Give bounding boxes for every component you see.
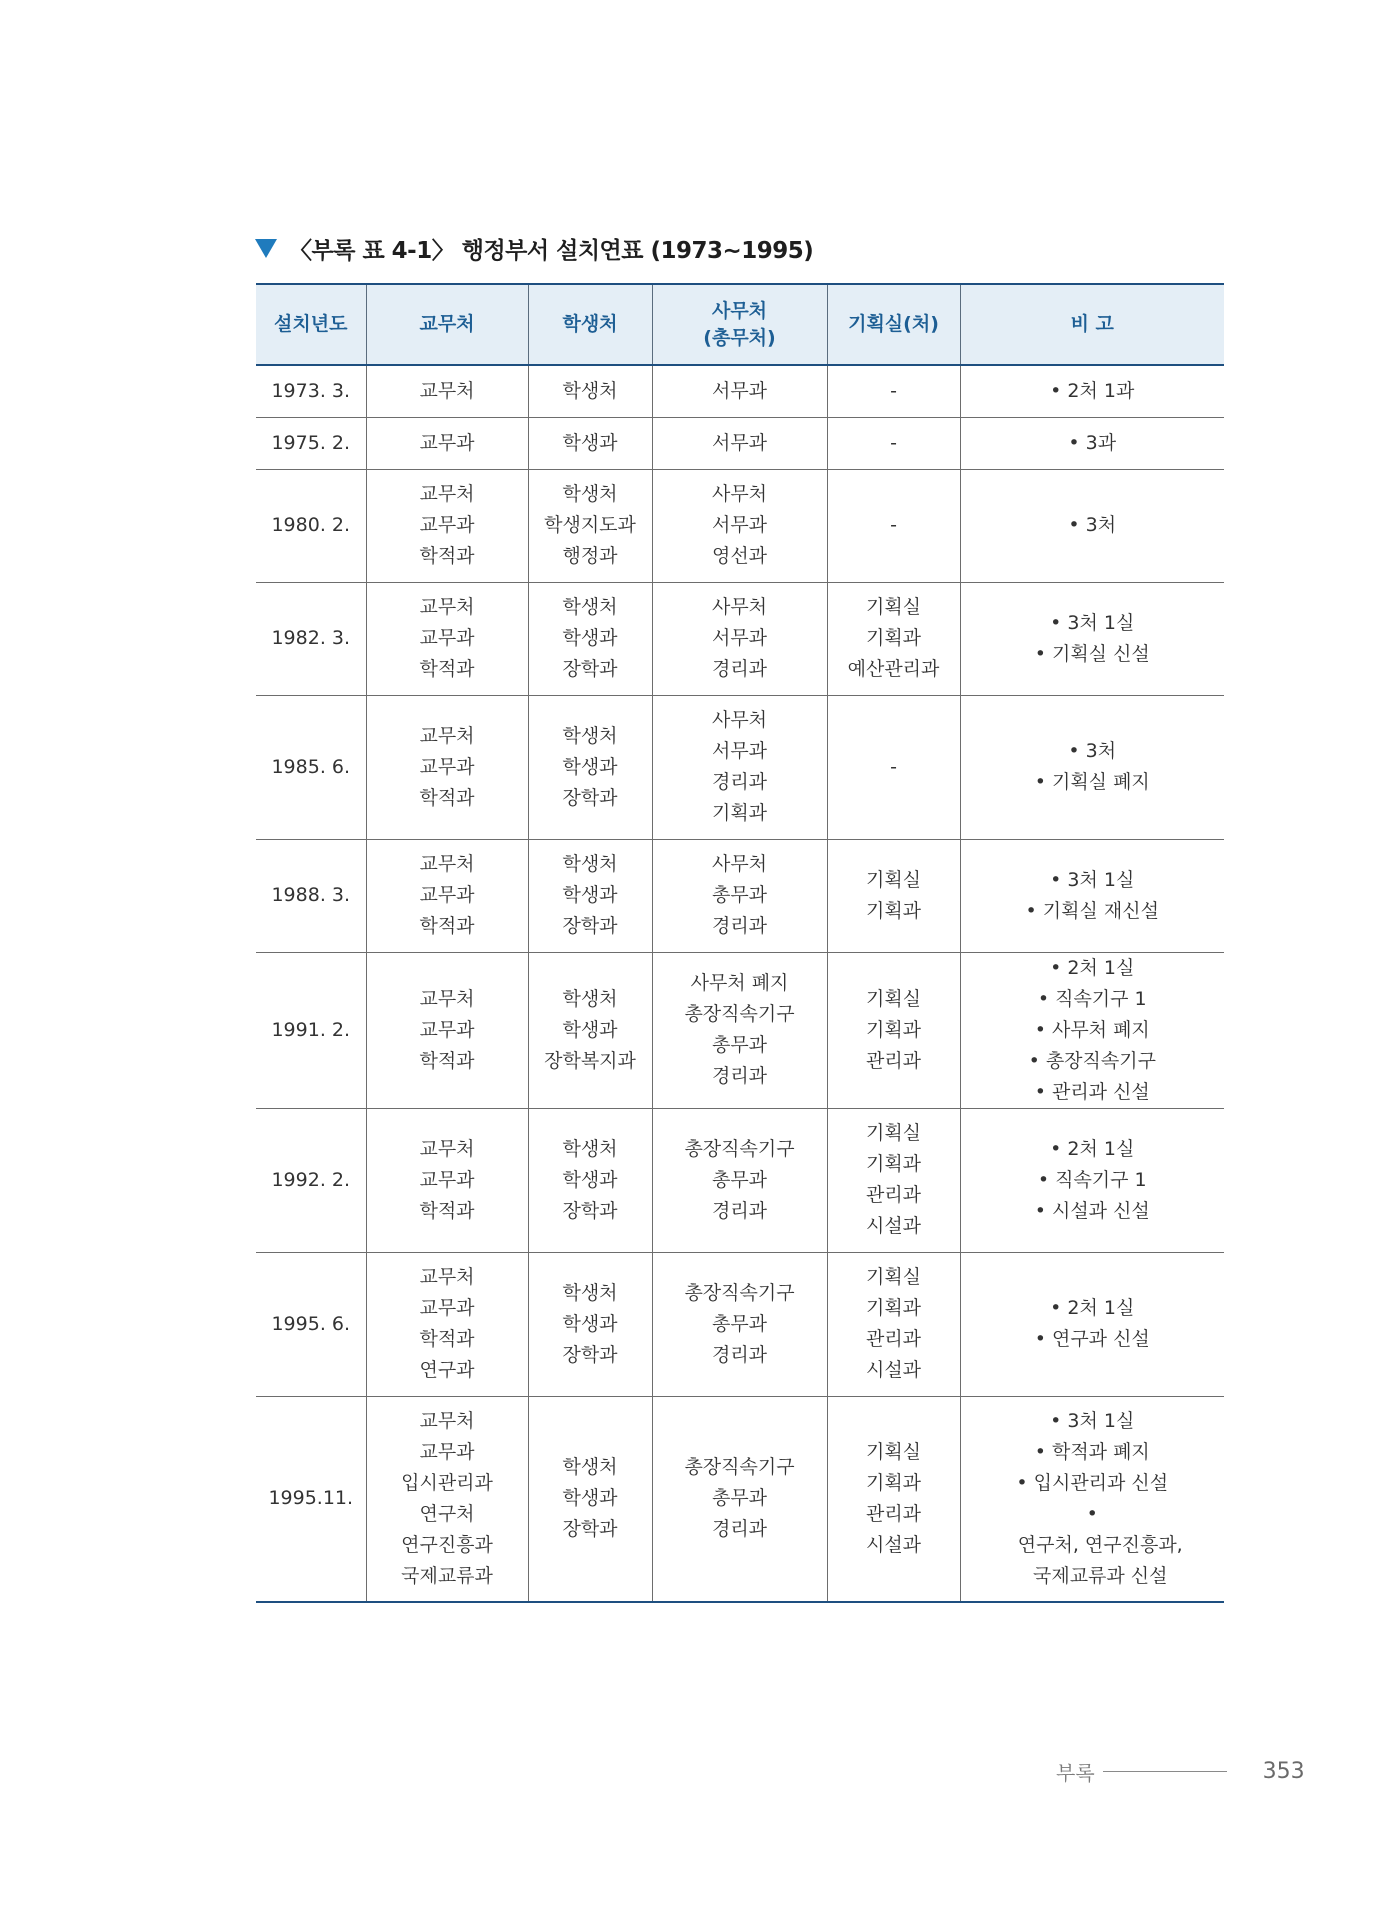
department-entry: 관리과	[865, 1049, 922, 1072]
department-entry: 시설과	[865, 1215, 922, 1237]
department-entry: 학생과	[562, 1018, 618, 1041]
table-row	[256, 1252, 1224, 1396]
department-entry: 교무처	[419, 853, 475, 875]
department-cell	[528, 952, 652, 1108]
department-entry: 경리과	[711, 915, 768, 937]
table-body	[256, 365, 1224, 1602]
department-cell	[366, 469, 528, 582]
department-entry: 총무과	[711, 1487, 768, 1510]
department-entry: 총무과	[711, 884, 768, 906]
remark-cell	[960, 1252, 1224, 1396]
department-entry: 입시관리과	[401, 1471, 493, 1494]
department-entry: 학적과	[419, 915, 475, 937]
remark-item: • 3처 1실	[967, 608, 1219, 639]
department-entry: 기획실	[865, 868, 922, 891]
department-cell	[366, 1396, 528, 1602]
department-cell	[827, 839, 960, 952]
department-entry: 경리과	[711, 1343, 768, 1366]
department-entry: 학생과	[562, 1312, 618, 1335]
column-header-line: 사무처	[711, 299, 768, 322]
department-cell	[652, 417, 827, 469]
department-entry: 학생과	[562, 884, 618, 906]
remark-item: • 학적과 폐지	[967, 1437, 1219, 1468]
remark-item: • 입시관리과 신설	[967, 1468, 1219, 1499]
remark-continuation: 국제교류과 신설	[1032, 1564, 1168, 1587]
remark-cell	[960, 839, 1224, 952]
department-cell	[366, 1252, 528, 1396]
remark-item: • 총장직속기구	[967, 1046, 1219, 1077]
department-entry: 장학과	[562, 658, 618, 680]
remark-cell	[960, 365, 1224, 417]
remark-item: • 기획실 신설	[967, 639, 1219, 670]
department-cell	[827, 1396, 960, 1602]
header-row	[256, 284, 1224, 365]
year-cell: 1975. 2.	[256, 417, 366, 469]
department-cell	[528, 1252, 652, 1396]
department-entry: 학생처	[562, 987, 618, 1010]
department-entry: 경리과	[711, 771, 768, 793]
remark-item: • 직속기구 1	[967, 1165, 1219, 1196]
department-entry: 학적과	[419, 545, 475, 567]
department-entry: 교무처	[419, 1409, 475, 1432]
department-cell	[528, 417, 652, 469]
remark-item: • 연구과 신설	[967, 1324, 1219, 1355]
department-entry: 사무처 폐지	[690, 972, 789, 994]
department-entry: 교무처	[419, 483, 475, 505]
department-entry: 경리과	[711, 658, 768, 680]
table-row	[256, 839, 1224, 952]
remark-item: • 직속기구 1	[967, 984, 1219, 1015]
department-entry: 경리과	[711, 1518, 768, 1541]
department-entry: 장학과	[562, 1518, 618, 1541]
remark-cell	[960, 469, 1224, 582]
column-header: 교무처	[366, 284, 528, 365]
table-row	[256, 952, 1224, 1108]
department-entry: 교무처	[419, 987, 475, 1010]
table-header	[256, 284, 1224, 365]
department-cell	[528, 582, 652, 695]
department-entry: 학생처	[562, 853, 618, 875]
department-cell	[827, 469, 960, 582]
department-entry: 기획과	[711, 802, 768, 824]
column-header: 비 고	[960, 284, 1224, 365]
department-entry: 교무과	[419, 1018, 475, 1041]
page-number: 353	[1262, 1759, 1305, 1784]
department-entry: 기획과	[865, 627, 922, 649]
column-header	[652, 284, 827, 365]
department-cell	[366, 1108, 528, 1252]
department-cell	[652, 839, 827, 952]
department-cell	[366, 365, 528, 417]
department-entry: 학적과	[419, 1049, 475, 1072]
department-entry: 예산관리과	[847, 658, 940, 680]
department-entry: 학적과	[419, 1199, 475, 1222]
department-entry: 교무과	[419, 431, 475, 454]
department-entry: 사무처	[711, 853, 768, 875]
department-entry: 시설과	[865, 1359, 922, 1381]
remark-item: • 3과	[967, 428, 1219, 459]
column-header: 설치년도	[256, 284, 366, 365]
table-row	[256, 582, 1224, 695]
remark-item: • 3처	[967, 510, 1219, 541]
column-header: 학생처	[528, 284, 652, 365]
department-cell	[366, 582, 528, 695]
year-cell: 1985. 6.	[256, 695, 366, 839]
department-entry: 장학복지과	[544, 1049, 636, 1072]
department-entry: -	[890, 431, 897, 454]
remark-item: • 기획실 폐지	[967, 767, 1219, 798]
department-entry: 교무과	[419, 627, 475, 649]
remark-continuation: 연구처, 연구진흥과,	[1017, 1533, 1183, 1556]
remark-item: • 관리과 신설	[967, 1077, 1219, 1108]
footer-section-label: 부록	[1056, 1761, 1095, 1785]
department-entry: 행정과	[562, 545, 618, 567]
department-cell	[366, 839, 528, 952]
page-footer	[1056, 1757, 1305, 1786]
department-cell	[528, 469, 652, 582]
department-entry: 학생처	[562, 1137, 618, 1160]
department-entry: 경리과	[711, 1199, 768, 1222]
department-entry: 연구처	[419, 1502, 475, 1525]
department-entry: 연구진흥과	[401, 1533, 493, 1556]
department-entry: 학생처	[562, 724, 618, 747]
department-cell	[652, 1108, 827, 1252]
department-entry: 교무처	[419, 379, 475, 402]
department-entry: 교무처	[419, 1266, 475, 1288]
department-cell	[528, 695, 652, 839]
column-header-line: (총무처)	[703, 326, 776, 349]
department-cell	[528, 1396, 652, 1602]
remark-cell	[960, 1396, 1224, 1602]
remark-cell	[960, 582, 1224, 695]
remark-cell	[960, 695, 1224, 839]
department-entry: 교무과	[419, 1297, 475, 1319]
department-entry: 총무과	[711, 1168, 768, 1191]
department-entry: 서무과	[711, 627, 768, 649]
department-entry: 학적과	[419, 1328, 475, 1350]
department-entry: 교무처	[419, 724, 475, 747]
department-entry: 영선과	[711, 545, 768, 567]
remark-item: • 시설과 신설	[967, 1196, 1219, 1227]
down-triangle-icon	[255, 239, 277, 258]
department-entry: 기획과	[865, 1018, 922, 1041]
department-entry: 서무과	[711, 379, 768, 402]
department-entry: 학생처	[562, 1456, 618, 1479]
department-entry: 학생지도과	[544, 514, 636, 536]
department-entry: 관리과	[865, 1184, 922, 1206]
department-entry: 관리과	[865, 1502, 922, 1525]
year-cell: 1980. 2.	[256, 469, 366, 582]
table-caption	[255, 232, 813, 265]
department-cell	[652, 365, 827, 417]
table-row	[256, 417, 1224, 469]
department-cell	[652, 952, 827, 1108]
department-entry: 기획과	[865, 1471, 922, 1494]
department-entry: 교무과	[419, 1168, 475, 1191]
department-cell	[827, 365, 960, 417]
year-cell: 1995.11.	[256, 1396, 366, 1602]
department-entry: 총장직속기구	[684, 1137, 795, 1160]
department-cell	[827, 417, 960, 469]
year-cell: 1992. 2.	[256, 1108, 366, 1252]
department-entry: -	[890, 755, 897, 778]
department-entry: 학적과	[419, 786, 475, 809]
department-cell	[652, 582, 827, 695]
department-entry: 총장직속기구	[684, 1003, 795, 1025]
year-cell: 1988. 3.	[256, 839, 366, 952]
column-header: 기획실(처)	[827, 284, 960, 365]
department-entry: 학생처	[562, 596, 618, 618]
department-entry: 학생처	[562, 483, 618, 505]
table-row	[256, 1396, 1224, 1602]
remark-item: • 2처 1과	[967, 376, 1219, 407]
department-entry: 관리과	[865, 1328, 922, 1350]
departments-table	[256, 283, 1224, 1603]
department-entry: 교무과	[419, 514, 475, 536]
department-entry: 교무과	[419, 884, 475, 906]
department-entry: 기획실	[865, 596, 922, 618]
department-cell	[652, 1396, 827, 1602]
department-entry: -	[890, 514, 897, 536]
department-cell	[366, 695, 528, 839]
department-entry: 교무처	[419, 596, 475, 618]
department-entry: 학생과	[562, 755, 618, 778]
department-cell	[827, 1108, 960, 1252]
department-entry: 교무과	[419, 755, 475, 778]
remark-item: • 3처 1실	[967, 1406, 1219, 1437]
table-row	[256, 365, 1224, 417]
department-entry: 기획과	[865, 1153, 922, 1175]
department-cell	[652, 1252, 827, 1396]
department-entry: 학적과	[419, 658, 475, 680]
department-entry: 경리과	[711, 1065, 768, 1087]
remark-item: • 2처 1실	[967, 1293, 1219, 1324]
department-entry: 기획실	[865, 1440, 922, 1463]
department-entry: 장학과	[562, 786, 618, 809]
department-cell	[827, 1252, 960, 1396]
department-entry: 서무과	[711, 740, 768, 762]
department-entry: 총장직속기구	[684, 1281, 795, 1304]
department-entry: 장학과	[562, 915, 618, 937]
remark-cell	[960, 1108, 1224, 1252]
department-entry: 기획과	[865, 899, 922, 922]
department-entry: 국제교류과	[401, 1564, 493, 1587]
department-entry: 총장직속기구	[684, 1456, 795, 1479]
department-entry: 학생과	[562, 627, 618, 649]
department-cell	[528, 365, 652, 417]
department-entry: 시설과	[865, 1533, 922, 1556]
department-entry: 교무과	[419, 1440, 475, 1463]
remark-item: • 3처 1실	[967, 865, 1219, 896]
department-cell	[827, 952, 960, 1108]
department-entry: 사무처	[711, 709, 768, 731]
department-cell	[652, 469, 827, 582]
remark-item	[967, 1499, 1219, 1530]
year-cell: 1991. 2.	[256, 952, 366, 1108]
department-entry: 사무처	[711, 483, 768, 505]
remark-item: • 사무처 폐지	[967, 1015, 1219, 1046]
remark-item: • 3처	[967, 736, 1219, 767]
table-caption-text: 〈부록 표 4-1〉 행정부서 설치연표 (1973~1995)	[289, 238, 814, 264]
department-entry: 학생처	[562, 1281, 618, 1304]
department-entry: 교무처	[419, 1137, 475, 1160]
department-cell	[366, 952, 528, 1108]
year-cell: 1973. 3.	[256, 365, 366, 417]
year-cell: 1982. 3.	[256, 582, 366, 695]
department-entry: 서무과	[711, 431, 768, 454]
department-entry: 총무과	[711, 1034, 768, 1056]
footer-divider	[1103, 1771, 1227, 1772]
department-cell	[652, 695, 827, 839]
department-cell	[827, 582, 960, 695]
department-entry: -	[890, 379, 897, 402]
table-row	[256, 695, 1224, 839]
department-entry: 기획실	[865, 1266, 922, 1288]
department-entry: 학생처	[562, 379, 618, 402]
table-row	[256, 1108, 1224, 1252]
department-cell	[366, 417, 528, 469]
department-cell	[528, 1108, 652, 1252]
remark-item: • 기획실 재신설	[967, 896, 1219, 927]
year-cell: 1995. 6.	[256, 1252, 366, 1396]
department-entry: 장학과	[562, 1343, 618, 1366]
department-entry: 기획실	[865, 1122, 922, 1144]
department-entry: 연구과	[419, 1359, 475, 1381]
remark-cell	[960, 417, 1224, 469]
department-entry: 장학과	[562, 1199, 618, 1222]
remark-cell	[960, 952, 1224, 1108]
department-entry: 사무처	[711, 596, 768, 618]
department-entry: 서무과	[711, 514, 768, 536]
department-entry: 학생과	[562, 1487, 618, 1510]
department-entry: 학생과	[562, 431, 618, 454]
department-entry: 총무과	[711, 1312, 768, 1335]
table-row	[256, 469, 1224, 582]
department-entry: 기획실	[865, 987, 922, 1010]
department-cell	[528, 839, 652, 952]
remark-item: • 2처 1실	[967, 1134, 1219, 1165]
department-cell	[827, 695, 960, 839]
department-entry: 학생과	[562, 1168, 618, 1191]
remark-item: • 2처 1실	[967, 953, 1219, 984]
department-entry: 기획과	[865, 1297, 922, 1319]
